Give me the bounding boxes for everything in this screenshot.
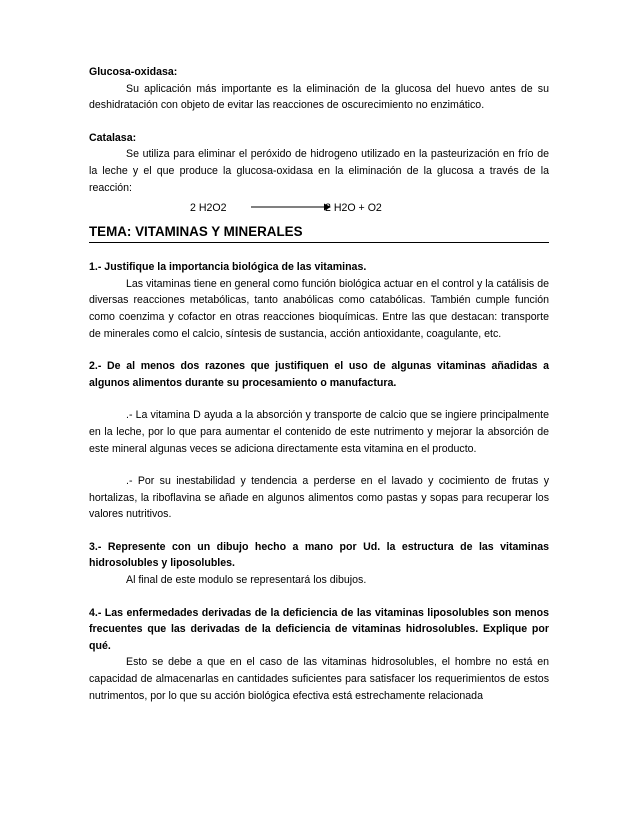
catalasa-text: Se utiliza para eliminar el peróxido de hidrogeno utilizado en la pasteurización en frío de la leche y el que produce la glucosa-oxidasa en la eliminación de la glucosa a través de la reacción: xyxy=(89,148,549,194)
question-2: 2.- De al menos dos razones que justifiquen el uso de algunas vitaminas añadidas a algunos alimentos durante su procesamiento o manufactura. xyxy=(89,360,549,389)
answer-2a: .- La vitamina D ayuda a la absorción y transporte de calcio que se ingiere principalmente en la leche, por lo que para aumentar el contenido de este nutrimento y mejorar la absorción de este mineral algunas veces se adiciona directamente esta vitamina en el producto. xyxy=(89,409,549,455)
question-3: 3.- Represente con un dibujo hecho a mano por Ud. la estructura de las vitaminas hidrosolubles y liposolubles. xyxy=(89,540,549,570)
reaction-arrow-icon xyxy=(251,201,331,213)
answer-4: Esto se debe a que en el caso de las vitaminas hidrosolubles, el hombre no está en capacidad de almacenarlas en cantidades suficientes para satisfacer los requerimientos de estos nutrimentos, por lo que su acción biológica efectiva está estrechamente relacionada xyxy=(89,656,549,702)
glucosa-text: Su aplicación más importante es la eliminación de la glucosa del huevo antes de su deshidratación con objeto de evitar las reacciones de oscurecimiento no enzimático. xyxy=(89,82,549,112)
reaction-equation xyxy=(89,200,549,217)
glucosa-heading: Glucosa-oxidasa: xyxy=(89,66,178,78)
answer-3: Al final de este modulo se representará los dibujos. xyxy=(126,574,367,587)
answer-2b: .- Por su inestabilidad y tendencia a perderse en el lavado y cocimiento de frutas y hortalizas, la riboflavina se añade en algunos alimentos como pastas y sopas para recuperar los valores nutritivos. xyxy=(89,475,549,521)
equation-products: 2 H2O + O2 xyxy=(325,202,382,215)
catalasa-heading: Catalasa: xyxy=(89,131,137,144)
equation-reactant: 2 H2O2 xyxy=(190,202,227,215)
answer-1: Las vitaminas tiene en general como función biológica actuar en el control y la catálisis de diversas reacciones metabólicas, tanto anabólicas como catabólicas. También cumple función como coenzima y cofactor en otras reacciones bioquímicas. Entre las que destacan: transporte de minerales como el calcio, síntesis de sustancia, acción antioxidante, coagulante, etc. xyxy=(89,277,549,340)
question-4: 4.- Las enfermedades derivadas de la deficiencia de las vitaminas liposolubles son menos frecuentes que las derivadas de la deficiencia de vitaminas hidrosolubles. Explique por qué. xyxy=(89,606,549,652)
section-title: TEMA: VITAMINAS Y MINERALES xyxy=(89,223,549,243)
document-body xyxy=(89,64,549,704)
question-1: 1.- Justifique la importancia biológica de las vitaminas. xyxy=(89,261,367,274)
